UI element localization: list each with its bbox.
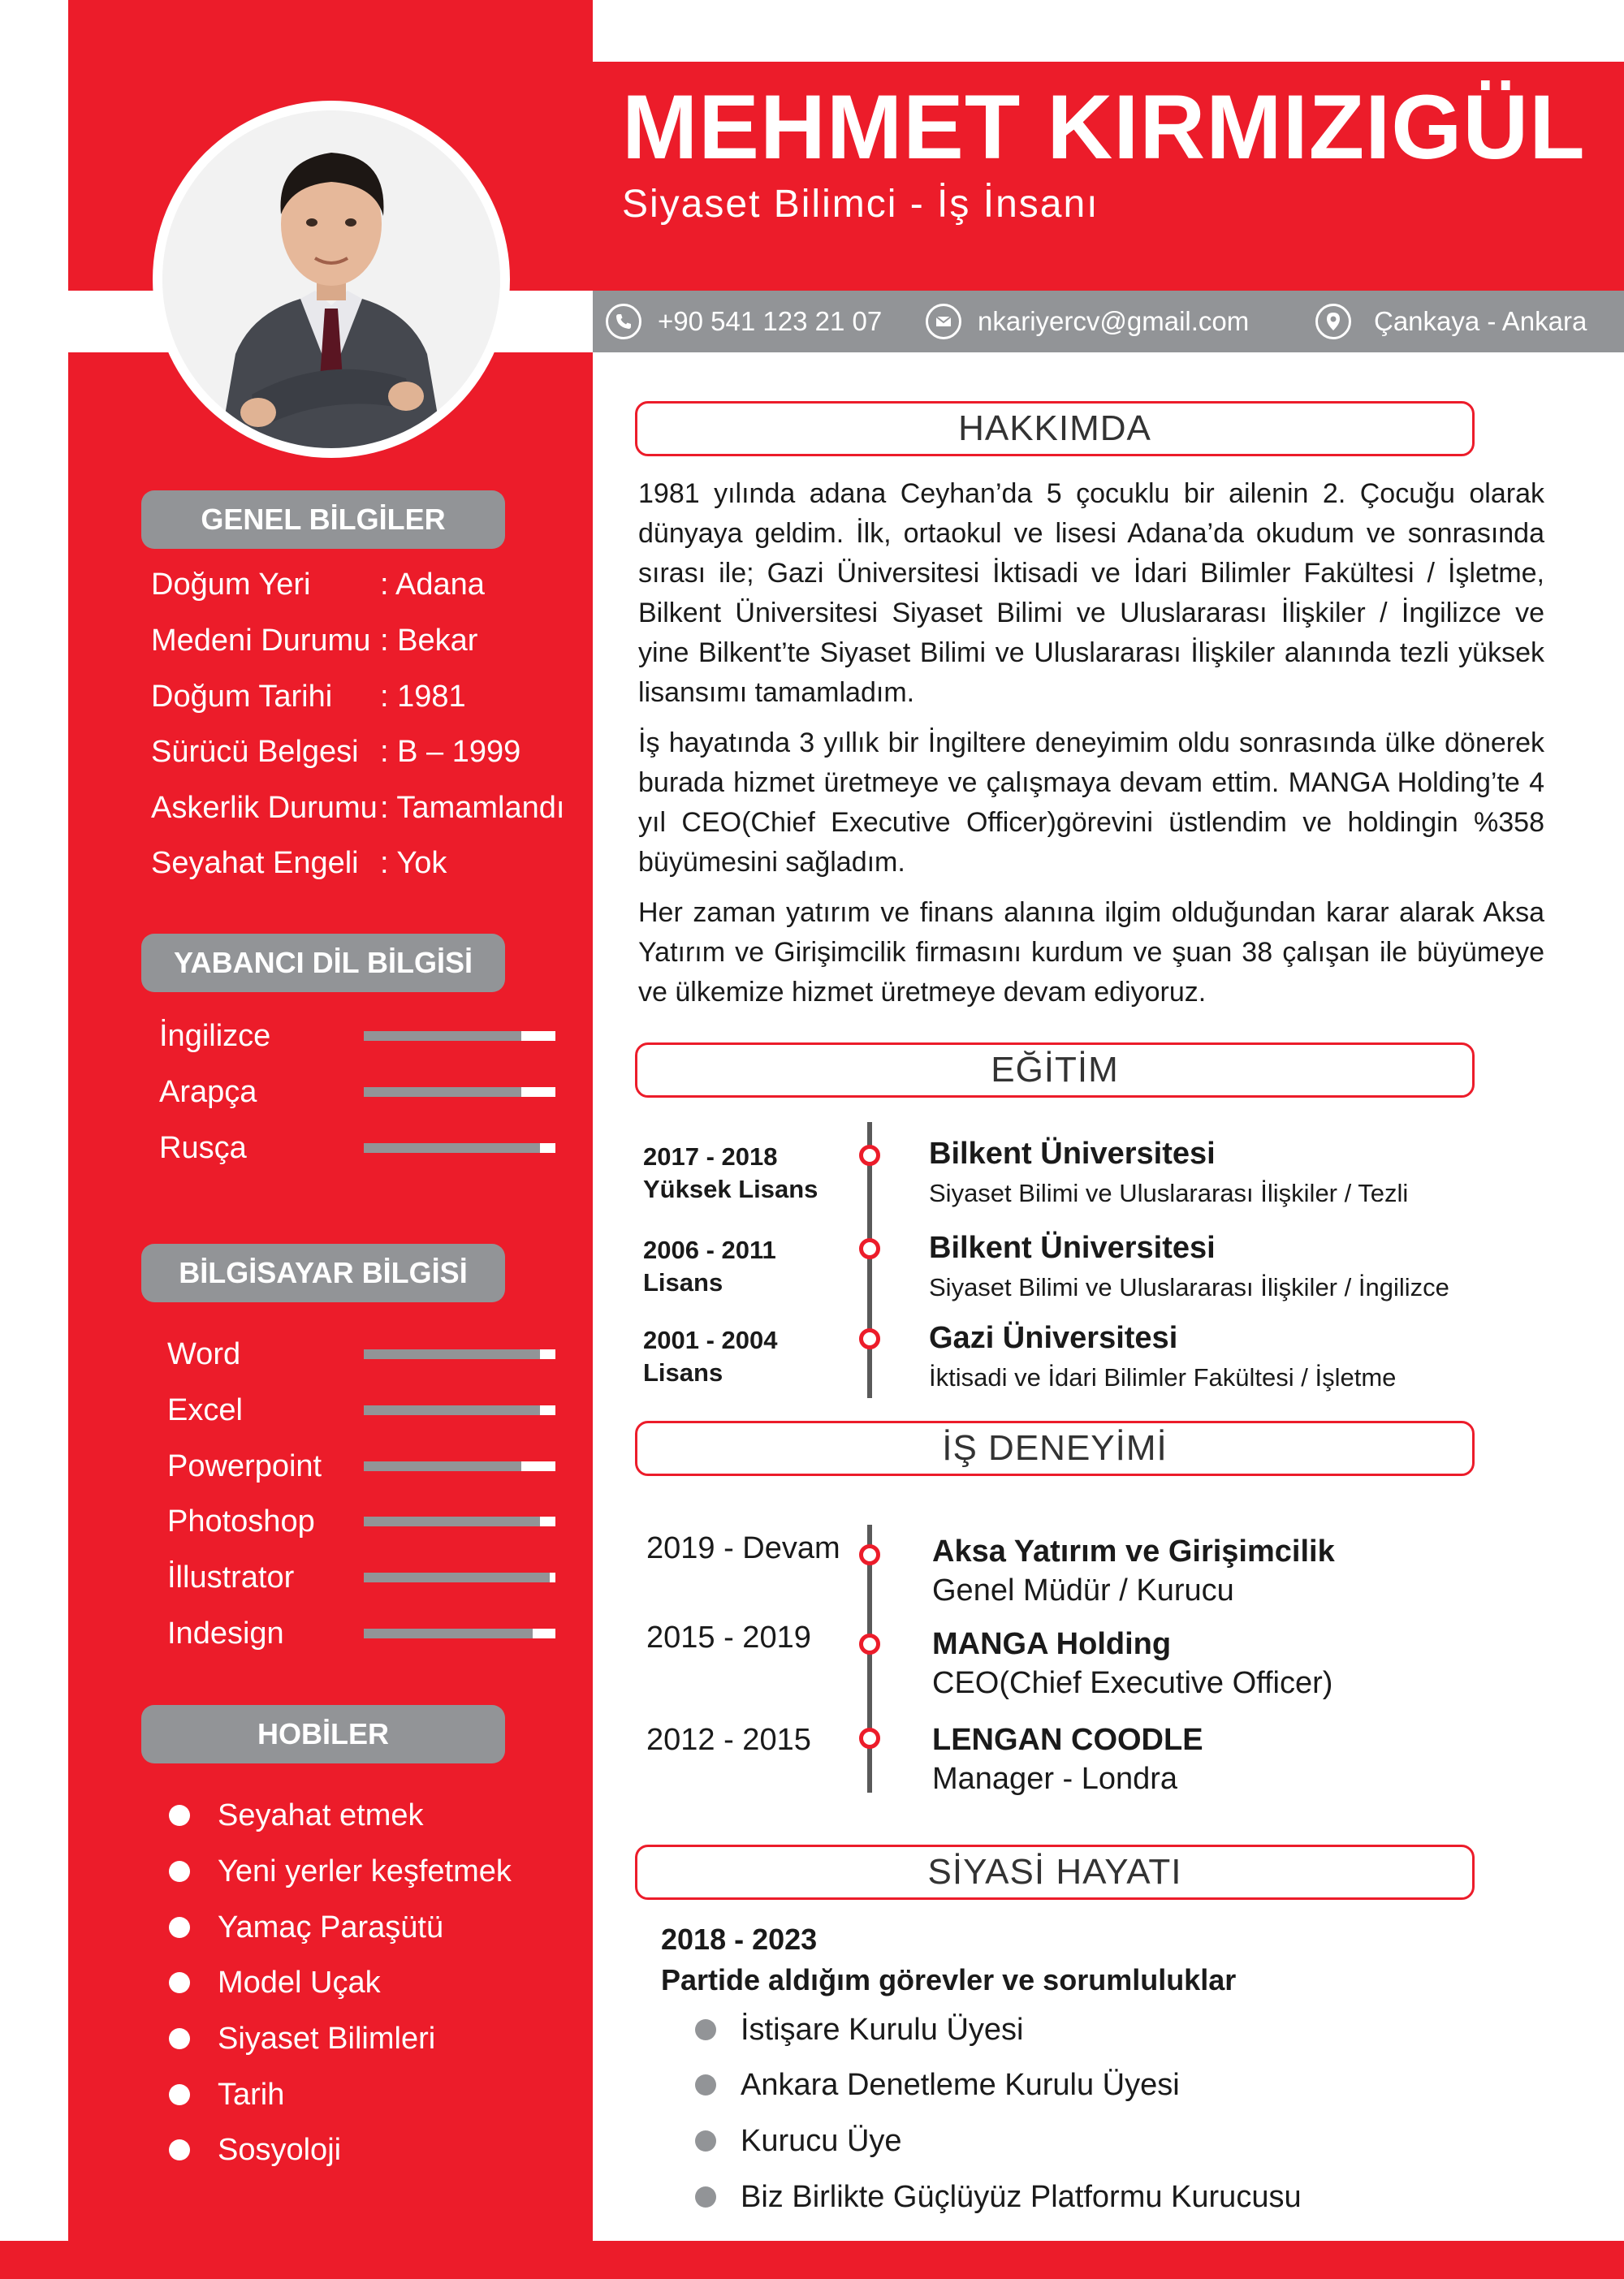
language-name: Arapça [159,1074,257,1109]
bullet-icon [695,2019,716,2040]
skill-name: İllustrator [167,1560,295,1595]
bullet-icon [169,1917,190,1938]
level-fill [364,1143,540,1153]
info-label: Askerlik Durumu [151,790,378,825]
skill-level-bar [364,1461,555,1471]
timeline-dot [859,1328,880,1349]
info-label: Doğum Tarihi [151,679,333,714]
bullet-icon [169,1972,190,1993]
skill-level-bar [364,1405,555,1415]
info-label: Medeni Durumu [151,623,371,658]
computer-skills-heading: BİLGİSAYAR BİLGİSİ [141,1244,505,1302]
person-name: MEHMET KIRMIZIGÜL [622,76,1586,178]
computer-skill-row [167,1611,581,1656]
contact-email[interactable] [926,302,1249,341]
job-role: Manager - Londra [932,1762,1178,1796]
skill-name: Excel [167,1392,243,1427]
political-subtitle: Partide aldığım görevler ve sorumluluklar [661,1963,1237,1996]
education-field: Siyaset Bilimi ve Uluslararası İlişkiler / İngilizce [929,1273,1449,1301]
education-school: Bilkent Üniversitesi [929,1231,1216,1265]
political-role-item [695,2007,1023,2052]
hobby-item [169,1793,423,1838]
language-row [159,1013,581,1059]
info-row-birthplace [151,560,485,609]
political-role-label: Ankara Denetleme Kurulu Üyesi [741,2067,1180,2102]
hobby-label: Yamaç Paraşütü [218,1910,444,1944]
skill-name: Word [167,1336,241,1371]
language-level-bar [364,1031,555,1041]
hobby-label: Yeni yerler keşfetmek [218,1854,512,1888]
education-field: İktisadi ve İdari Bilimler Fakültesi / İşletme [929,1363,1397,1392]
education-school: Bilkent Üniversitesi [929,1137,1216,1171]
skill-level-bar [364,1573,555,1582]
level-fill [364,1573,550,1582]
political-years: 2018 - 2023 [661,1923,818,1956]
political-role-label: İstişare Kurulu Üyesi [741,2012,1024,2047]
info-value: : Adana [380,567,485,602]
info-row-marital-status [151,616,477,665]
skill-level-bar [364,1517,555,1526]
profile-photo [162,110,500,448]
level-fill [364,1349,540,1359]
info-row-military-status [151,783,564,832]
bullet-icon [169,1861,190,1882]
education-degree: Lisans [643,1268,723,1297]
computer-skill-row [167,1332,581,1377]
info-row-driving-license [151,727,520,776]
job-company: MANGA Holding [932,1627,1172,1661]
bullet-icon [169,2139,190,2160]
education-degree: Lisans [643,1358,723,1387]
phone-number: +90 541 123 21 07 [658,306,883,336]
education-school: Gazi Üniversitesi [929,1321,1178,1355]
bullet-icon [695,2130,716,2152]
about-paragraph-3: Her zaman yatırım ve finans alanına ilgim olduğundan karar alarak Aksa Yatırım ve Girişimcilik firmasını kurdum ve şuan 38 çalışan ile büyümeye ve ülkemize hizmet üretmeye devam ediyoruz. [638,897,1544,1008]
language-row [159,1069,581,1115]
political-role-item [695,2174,1302,2220]
language-row [159,1125,581,1171]
hobby-label: Model Uçak [218,1965,381,2000]
portrait-illustration [162,110,500,448]
info-row-birth-date [151,672,466,721]
bullet-icon [169,2028,190,2049]
phone-icon [606,304,641,339]
computer-skill-row [167,1388,581,1433]
computer-skill-row [167,1555,581,1600]
info-value: : B – 1999 [380,734,521,769]
info-label: Sürücü Belgesi [151,734,359,769]
languages-heading: YABANCI DİL BİLGİSİ [141,934,505,992]
language-level-bar [364,1087,555,1097]
education-field: Siyaset Bilimi ve Uluslararası İlişkiler / Tezli [929,1179,1409,1207]
bullet-icon [695,2186,716,2208]
footer-bar [0,2241,1624,2279]
level-fill [364,1087,521,1097]
general-info-heading: GENEL BİLGİLER [141,490,505,549]
experience-heading: İŞ DENEYİMİ [635,1421,1475,1476]
info-value: : Tamamlandı [380,790,565,825]
hobbies-heading: HOBİLER [141,1705,505,1763]
timeline-dot [859,1634,880,1655]
info-value: : Yok [380,845,447,880]
bullet-icon [169,2084,190,2105]
level-fill [364,1461,521,1471]
mail-icon [926,304,961,339]
hobby-item [169,2072,284,2117]
about-paragraph-2: İş hayatında 3 yıllık bir İngiltere deneyimim oldu sonrasında ülke dönerek burada hizmet üretmeye ve çalışmaya devam ettim. MANGA Holding’te 4 yıl CEO(Chief Executive Officer)görevini üstlendim ve holdingin %358 büyümesini sağladım. [638,727,1544,878]
hobby-item [169,1960,381,2005]
education-years: 2001 - 2004 [643,1326,778,1354]
education-dates [643,1141,818,1206]
hobby-label: Sosyoloji [218,2132,342,2167]
info-label: Seyahat Engeli [151,845,359,880]
location-text: Çankaya - Ankara [1374,306,1587,336]
contact-phone[interactable] [606,302,882,341]
info-value: : 1981 [380,679,466,714]
job-years: 2015 - 2019 [646,1621,811,1655]
political-life-heading: SİYASİ HAYATI [635,1845,1475,1900]
language-name: İngilizce [159,1018,271,1053]
hobby-item [169,2016,435,2061]
about-heading: HAKKIMDA [635,401,1475,456]
education-years: 2006 - 2011 [643,1236,776,1264]
skill-name: Indesign [167,1616,284,1651]
info-row-travel-restriction [151,839,447,887]
education-heading: EĞİTİM [635,1042,1475,1098]
hobby-label: Siyaset Bilimleri [218,2021,436,2056]
skill-level-bar [364,1629,555,1638]
level-fill [364,1629,533,1638]
hobby-label: Seyahat etmek [218,1798,424,1832]
job-role: Genel Müdür / Kurucu [932,1573,1234,1608]
timeline-dot [859,1544,880,1565]
bullet-icon [695,2074,716,2096]
info-label: Doğum Yeri [151,567,311,602]
level-fill [364,1405,540,1415]
timeline-dot [859,1238,880,1259]
location-pin-icon [1315,304,1351,339]
skill-name: Powerpoint [167,1448,322,1483]
computer-skill-row [167,1499,581,1544]
timeline-dot [859,1145,880,1166]
info-value: : Bekar [380,623,478,658]
skill-level-bar [364,1349,555,1359]
email-address: nkariyercv@gmail.com [978,306,1250,336]
timeline-dot [859,1728,880,1749]
language-name: Rusça [159,1130,247,1165]
computer-skill-row [167,1444,581,1489]
hobby-item [169,2127,341,2173]
skill-name: Photoshop [167,1504,315,1539]
job-years: 2019 - Devam [646,1531,840,1565]
contact-location [1315,302,1587,341]
about-paragraph-1: 1981 yılında adana Ceyhan’da 5 çocuklu bir ailenin 2. Çocuğu olarak dünyaya geldim. İlk, ortaokul ve lisesi Adana’da okudum ve sonrasında sırası ile; Gazi Üniversitesi İktisadi ve İdari Bilimler Fakültesi / İşletme, Bilkent Üniversitesi Siyaset Bilimi ve Uluslararası İlişkiler / İngilizce ve yine Bilkent’te Siyaset Bilimi ve Uluslararası İlişkiler alanında tezli yüksek lisansımı tamamladım. [638,478,1544,708]
hobby-label: Tarih [218,2077,285,2112]
level-fill [364,1031,521,1041]
education-degree: Yüksek Lisans [643,1175,818,1203]
job-company: Aksa Yatırım ve Girişimcilik [932,1534,1335,1569]
political-role-item [695,2118,902,2164]
education-years: 2017 - 2018 [643,1142,778,1171]
language-level-bar [364,1143,555,1153]
political-role-label: Kurucu Üye [741,2123,902,2158]
education-dates [643,1324,777,1389]
political-role-item [695,2062,1180,2108]
political-role-label: Biz Birlikte Güçlüyüz Platformu Kurucusu [741,2179,1302,2214]
bullet-icon [169,1805,190,1826]
level-fill [364,1517,540,1526]
person-title: Siyaset Bilimci - İş İnsanı [622,183,1099,226]
job-role: CEO(Chief Executive Officer) [932,1666,1333,1700]
education-dates [643,1234,776,1299]
hobby-item [169,1849,512,1894]
job-company: LENGAN COODLE [932,1723,1203,1757]
hobby-item [169,1905,443,1950]
job-years: 2012 - 2015 [646,1723,811,1757]
